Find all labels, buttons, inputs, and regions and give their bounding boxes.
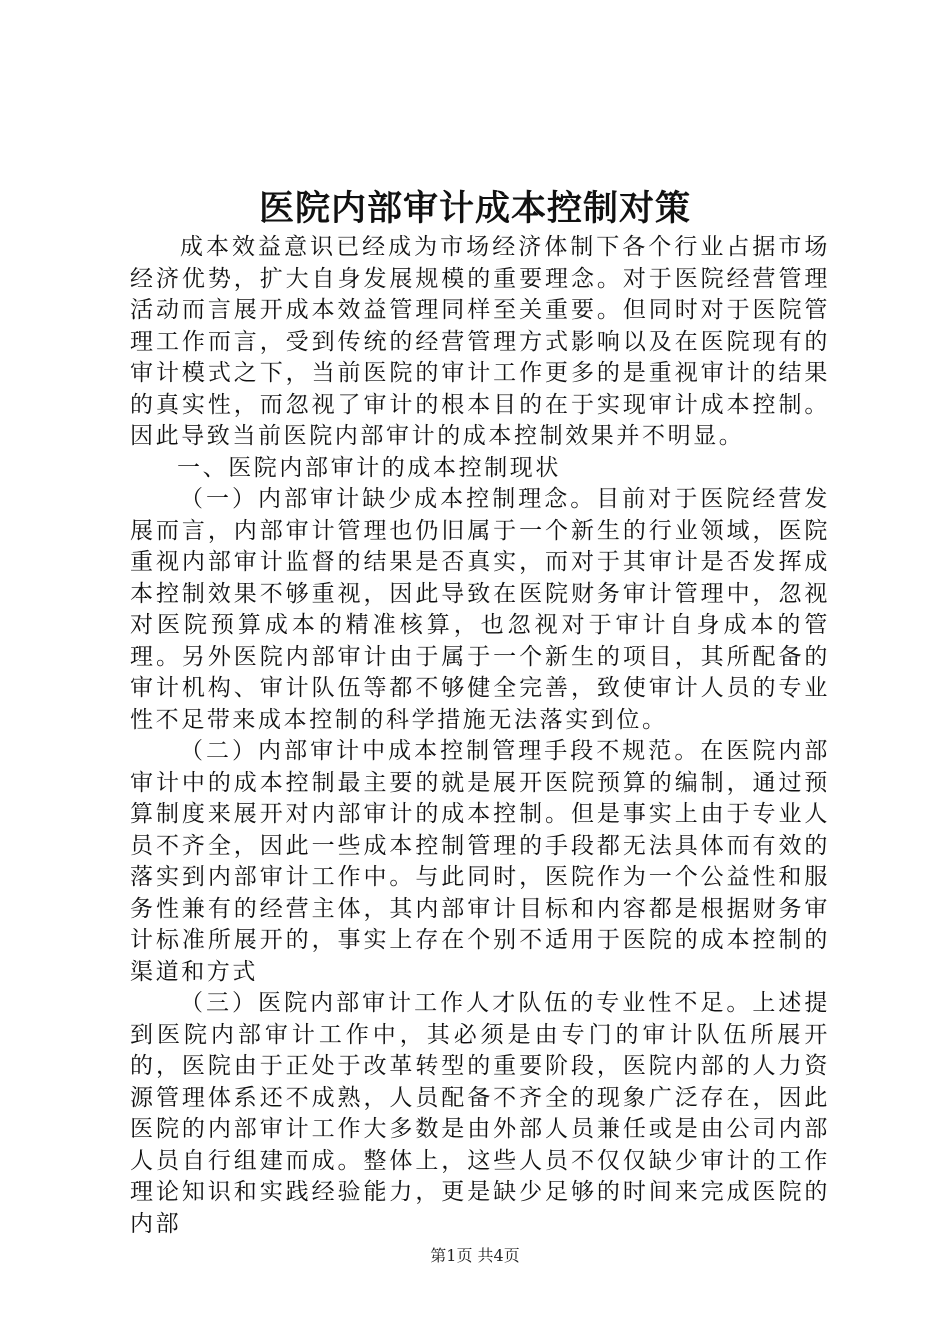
document-title: 医院内部审计成本控制对策 <box>258 188 691 229</box>
intro-paragraph: 成本效益意识已经成为市场经济体制下各个行业占据市场经济优势，扩大自身发展规模的重要理念。对于医院经营管理活动而言展开成本效益管理同样至关重要。但同时对于医院管理工作而言，受到传统的经营管理方式影响以及在医院现有的审计模式之下，当前医院的审计工作更多的是重视审计的结果的真实性，而忽视了审计的根本目的在于实现审计成本控制。因此导致当前医院内部审计的成本控制效果并不明显。 <box>130 234 830 449</box>
subsection-paragraph-1: （一）内部审计缺少成本控制理念。目前对于医院经营发展而言，内部审计管理也仍旧属于一个新生的行业领域，医院重视内部审计监督的结果是否真实，而对于其审计是否发挥成本控制效果不够重视，因此导致在医院财务审计管理中，忽视对医院预算成本的精准核算，也忽视对于审计自身成本的管理。另外医院内部审计由于属于一个新生的项目，其所配备的审计机构、审计队伍等都不够健全完善，致使审计人员的专业性不足带来成本控制的科学措施无法落实到位。 <box>130 486 830 733</box>
subsection-paragraph-2: （二）内部审计中成本控制管理手段不规范。在医院内部审计中的成本控制最主要的就是展开医院预算的编制，通过预算制度来展开对内部审计的成本控制。但是事实上由于专业人员不齐全，因此一些成本控制管理的手段都无法具体而有效的落实到内部审计工作中。与此同时，医院作为一个公益性和服务性兼有的经营主体，其内部审计目标和内容都是根据财务审计标准所展开的，事实上存在个别不适用于医院的成本控制的渠道和方式 <box>130 738 830 985</box>
page-number-footer: 第1页 共4页 <box>430 1246 520 1265</box>
section-heading: 一、医院内部审计的成本控制现状 <box>177 454 561 481</box>
subsection-paragraph-3: （三）医院内部审计工作人才队伍的专业性不足。上述提到医院内部审计工作中，其必须是由专门的审计队伍所展开的，医院由于正处于改革转型的重要阶段，医院内部的人力资源管理体系还不成熟，人员配备不齐全的现象广泛存在，因此医院的内部审计工作大多数是由外部人员兼任或是由公司内部人员自行组建而成。整体上，这些人员不仅仅缺少审计的工作理论知识和实践经验能力，更是缺少足够的时间来完成医院的内部 <box>130 990 830 1237</box>
document-body <box>130 232 830 1240</box>
